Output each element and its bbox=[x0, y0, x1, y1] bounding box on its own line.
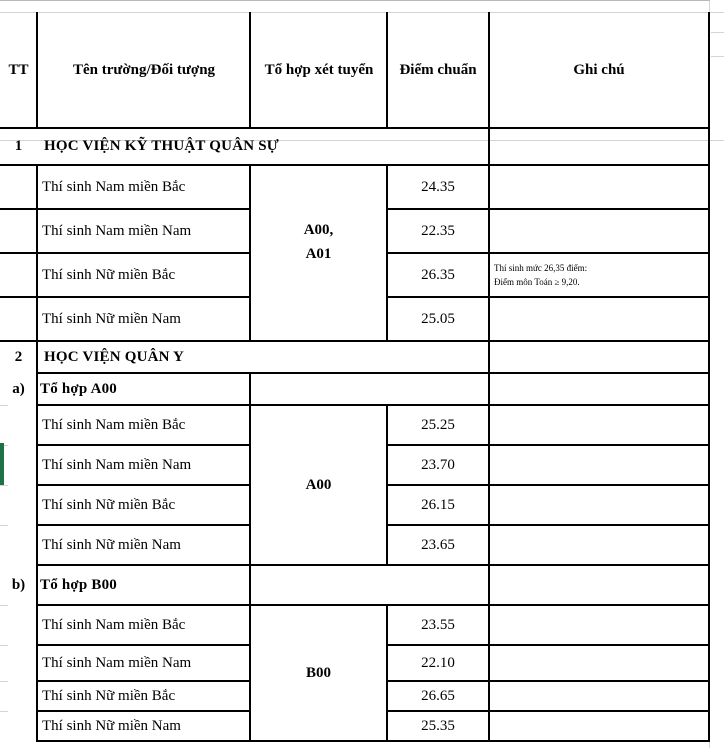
group-a-row-2-name[interactable]: Thí sinh Nam miền Nam bbox=[42, 456, 192, 473]
group-a-row-3-score[interactable]: 26.15 bbox=[421, 496, 455, 513]
section-1-row-2-name[interactable]: Thí sinh Nam miền Nam bbox=[42, 222, 192, 239]
group-a-number[interactable]: a) bbox=[12, 380, 25, 397]
note-line: Thí sinh mức 26,35 điểm: bbox=[494, 263, 588, 273]
gridline bbox=[0, 645, 8, 646]
group-a-row-4-name[interactable]: Thí sinh Nữ miền Nam bbox=[42, 536, 181, 553]
group-b-row-2-name[interactable]: Thí sinh Nam miền Nam bbox=[42, 654, 192, 671]
group-b-number[interactable]: b) bbox=[11, 576, 26, 593]
section-2-number[interactable]: 2 bbox=[14, 348, 23, 365]
combo-line: A01 bbox=[305, 246, 332, 262]
header-score[interactable]: Điểm chuẩn bbox=[399, 61, 477, 78]
section-2-title[interactable]: HỌC VIỆN QUÂN Y bbox=[44, 348, 185, 365]
gridline bbox=[0, 405, 8, 406]
note-line: Điểm môn Toán ≥ 9,20. bbox=[494, 277, 580, 287]
group-a-row-4-score[interactable]: 23.65 bbox=[421, 536, 455, 553]
section-1-row-1-score[interactable]: 24.35 bbox=[421, 178, 455, 195]
group-b-row-4-score[interactable]: 25.35 bbox=[421, 717, 455, 734]
border-line bbox=[708, 12, 710, 742]
header-note[interactable]: Ghi chú bbox=[573, 61, 625, 78]
gridline bbox=[0, 681, 8, 682]
combo-line: A00, bbox=[303, 222, 334, 238]
header-name[interactable]: Tên trường/Đối tượng bbox=[72, 61, 216, 78]
group-b-combo[interactable]: B00 bbox=[305, 665, 331, 681]
section-1-row-3-score[interactable]: 26.35 bbox=[421, 266, 455, 283]
section-1-row-4-score[interactable]: 25.05 bbox=[421, 310, 455, 327]
gridline bbox=[711, 56, 724, 57]
group-a-title[interactable]: Tổ hợp A00 bbox=[40, 380, 117, 397]
section-1-row-4-name[interactable]: Thí sinh Nữ miền Nam bbox=[42, 310, 181, 327]
gridline bbox=[0, 485, 8, 486]
section-1-row-2-score[interactable]: 22.35 bbox=[421, 222, 455, 239]
section-1-row-3-note[interactable] bbox=[490, 254, 708, 296]
gridline bbox=[711, 32, 724, 33]
section-1-title[interactable]: HỌC VIỆN KỸ THUẬT QUÂN SỰ bbox=[44, 138, 279, 154]
group-b-row-3-score[interactable]: 26.65 bbox=[421, 687, 455, 704]
group-b-row-1-score[interactable]: 23.55 bbox=[421, 616, 455, 633]
group-a-row-3-name[interactable]: Thí sinh Nữ miền Bắc bbox=[42, 496, 176, 513]
group-a-combo[interactable]: A00 bbox=[305, 477, 332, 493]
group-b-row-2-score[interactable]: 22.10 bbox=[421, 654, 455, 671]
section-1-combo[interactable] bbox=[251, 166, 386, 340]
group-b-row-1-name[interactable]: Thí sinh Nam miền Bắc bbox=[42, 616, 186, 633]
section-1-number[interactable]: 1 bbox=[14, 138, 23, 154]
header-tt[interactable]: TT bbox=[8, 61, 29, 78]
section-1-row-1-name[interactable]: Thí sinh Nam miền Bắc bbox=[42, 178, 186, 195]
group-a-row-1-name[interactable]: Thí sinh Nam miền Bắc bbox=[42, 416, 186, 433]
group-b-row-4-name[interactable]: Thí sinh Nữ miền Nam bbox=[42, 717, 181, 734]
border-line bbox=[0, 0, 710, 1]
section-1-row-3-name[interactable]: Thí sinh Nữ miền Bắc bbox=[42, 266, 176, 283]
row-selection-marker bbox=[0, 443, 4, 485]
gridline bbox=[0, 525, 8, 526]
group-b-row-3-name[interactable]: Thí sinh Nữ miền Bắc bbox=[42, 687, 176, 704]
header-combo[interactable]: Tổ hợp xét tuyển bbox=[264, 61, 374, 78]
group-b-title[interactable]: Tổ hợp B00 bbox=[40, 576, 117, 593]
gridline bbox=[0, 605, 8, 606]
border-line bbox=[36, 740, 710, 742]
group-a-row-1-score[interactable]: 25.25 bbox=[421, 416, 455, 433]
group-a-row-2-score[interactable]: 23.70 bbox=[421, 456, 455, 473]
gridline bbox=[0, 711, 8, 712]
